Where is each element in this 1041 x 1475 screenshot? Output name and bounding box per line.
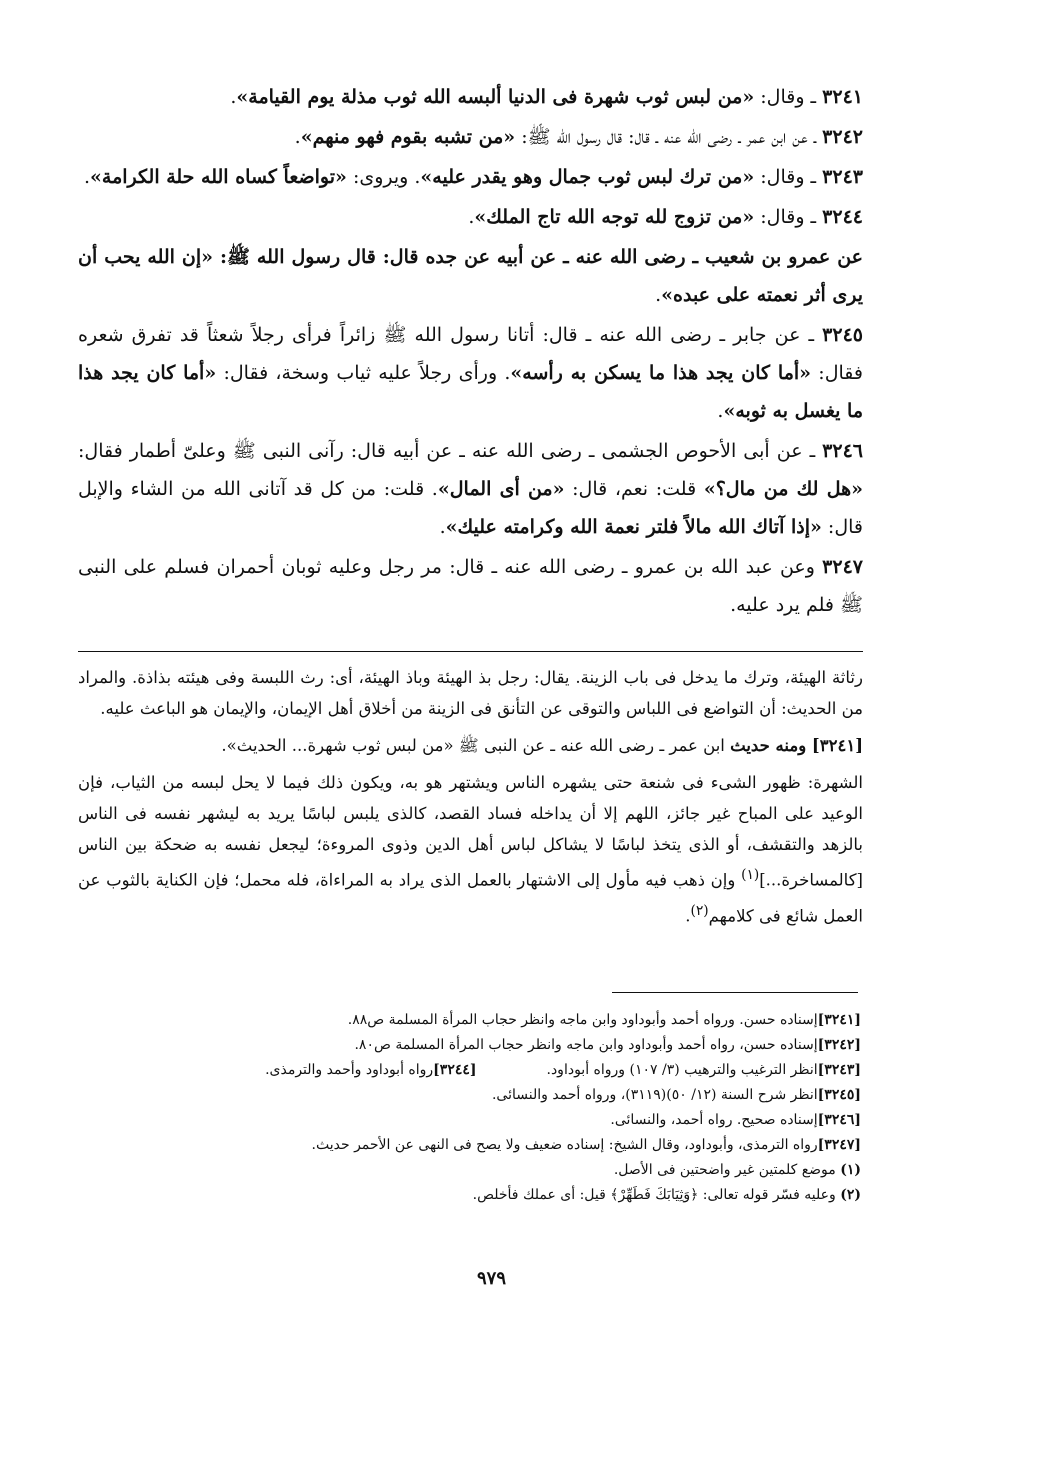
hadith-quote-2: «من أى المال» bbox=[437, 478, 565, 500]
hadith-3243 bbox=[78, 158, 863, 196]
footnote-ref: [٣٢٤٧] bbox=[817, 1137, 861, 1153]
footnote-text: انظر الترغيب والترهيب (٣/ ١٠٧) ورواه أبوداود. bbox=[546, 1062, 818, 1078]
footnote bbox=[78, 1083, 861, 1108]
hadith-3246 bbox=[78, 432, 863, 546]
hadith-mid: . ويروى: bbox=[346, 166, 421, 188]
hadith-number: ٣٢٤٥ bbox=[822, 324, 863, 346]
hadith-quote-3: «إذا آتاك الله مالاً فلتر نعمة الله وكرامته عليك» bbox=[445, 516, 822, 538]
hadith-section bbox=[78, 78, 863, 626]
commentary-end: . bbox=[685, 906, 691, 925]
footnote-ref: [٣٢٤٥] bbox=[817, 1087, 861, 1103]
hadith-tail: . bbox=[655, 284, 662, 306]
hadith-tail: . bbox=[230, 86, 237, 108]
hadith-intro: وعن عبد الله بن عمرو ـ رضى الله عنه ـ قال: مر رجل وعليه ثوبان أحمران فسلم على النبى ﷺ فلم يرد عليه. bbox=[78, 556, 863, 616]
hadith-tail: . bbox=[468, 206, 475, 228]
commentary-text-cont: وإن ذهب فيه مأول إلى الاشتهار بالعمل الذى يراد به المراءاة، فله محمل؛ فإن الكناية بالثوب عن العمل شائع فى كلامهم bbox=[78, 870, 863, 925]
hadith-3244 bbox=[78, 198, 863, 236]
commentary-text: ابن عمر ـ رضى الله عنه ـ عن النبى ﷺ «من لبس ثوب شهرة... الحديث». bbox=[221, 736, 731, 755]
hadith-tail: . bbox=[294, 126, 301, 148]
hadith-intro: عن عمرو بن شعيب ـ رضى الله عنه ـ عن أبيه عن جده قال: قال رسول الله ﷺ: bbox=[213, 246, 863, 268]
footnote-text: انظر شرح السنة (١٢/ ٥٠)(٣١١٩)، ورواه أحمد والنسائى. bbox=[491, 1087, 818, 1103]
commentary-ref: [٣٢٤١] ومنه حديث bbox=[730, 736, 863, 755]
hadith-mid-2: . قلت: من كل قد آتانى الله من الشاء والإبل قال: bbox=[78, 478, 863, 538]
footnote bbox=[547, 1058, 862, 1083]
commentary-section bbox=[78, 662, 863, 937]
footnote-text: رواه أبوداود وأحمد والترمذى. bbox=[265, 1062, 434, 1078]
footnote-marker-1[interactable]: (١) bbox=[741, 867, 760, 883]
hadith-mid: قلت: نعم، قال: bbox=[564, 478, 704, 500]
footnotes-divider bbox=[612, 992, 858, 993]
footnote-ref: (١) bbox=[840, 1162, 861, 1178]
footnote-ref: [٣٢٤٤] bbox=[433, 1062, 477, 1078]
hadith-intro: ـ عن جابر ـ رضى الله عنه ـ قال: أتانا رسول الله ﷺ زائراً فرأى رجلاً شعثاً قد تفرق شعره فقال: bbox=[78, 324, 863, 384]
hadith-mid: . ورأى رجلاً عليه ثياب وسخة، فقال: bbox=[216, 362, 511, 384]
footnote-ref: [٣٢٤١] bbox=[817, 1012, 861, 1028]
hadith-tail: . bbox=[717, 400, 724, 422]
hadith-intro: ـ وقال: bbox=[754, 166, 823, 188]
footnote-ref: [٣٢٤٦] bbox=[817, 1112, 861, 1128]
hadith-quote: «أما كان يجد هذا ما يسكن به رأسه» bbox=[510, 362, 812, 384]
footnote-text: وعليه فسّر قوله تعالى: ﴿وَثِيَابَكَ فَطَهِّرْ﴾ قيل: أى عملك فأخلص. bbox=[472, 1187, 841, 1203]
hadith-3242 bbox=[78, 118, 863, 156]
hadith-number: ٣٢٤٣ bbox=[822, 166, 863, 188]
footnote bbox=[78, 1033, 861, 1058]
hadith-intro: ـ وقال: bbox=[754, 206, 823, 228]
hadith-intro: ـ وقال: bbox=[754, 86, 823, 108]
hadith-number: ٣٢٤٦ bbox=[822, 440, 863, 462]
hadith-3241 bbox=[78, 78, 863, 116]
hadith-intro: ـ عن ابن عمر ـ رضى الله عنه ـ قال: قال رسول الله ﷺ: bbox=[515, 126, 823, 148]
commentary-paragraph-2 bbox=[78, 730, 863, 761]
footnote bbox=[78, 1183, 861, 1208]
footnote-text: إسناده حسن، رواه أحمد وأبوداود وابن ماجه وانظر حجاب المرأة المسلمة ص٨٠. bbox=[354, 1037, 818, 1053]
hadith-amr bbox=[78, 238, 863, 314]
hadith-number: ٣٢٤٧ bbox=[822, 556, 863, 578]
footnotes-section bbox=[78, 1008, 863, 1208]
commentary-text: الشهرة: ظهور الشىء فى شنعة حتى يشهره الناس ويشتهر هو به، ويكون ذلك فيما لا يحل لبسه من الثياب، فإن الوعيد على المباح غير جائز، اللهم إلا أن يداخله فساد القصد، كالذى يلبس لباسًا يريد به ليشهر نفسه فى الناس بالزهد والتقشف، أو الذى يتخذ لباسًا لا يشاكل لباس أهل الدين وذوى المروءة؛ ليجعل نفسه به ضحكة بين الناس [كالمساخرة...] bbox=[78, 773, 863, 890]
footnote-text: إسناده صحيح. رواه أحمد، والنسائى. bbox=[610, 1112, 818, 1128]
hadith-quote: «إن الله يحب أن يرى أثر نعمته على عبده» bbox=[78, 246, 863, 306]
footnote-ref: (٢) bbox=[840, 1187, 861, 1203]
hadith-3247 bbox=[78, 548, 863, 624]
footnote-text: موضع كلمتين غير واضحتين فى الأصل. bbox=[613, 1162, 841, 1178]
footnote-marker-2[interactable]: (٢) bbox=[690, 902, 709, 919]
footnote bbox=[78, 1008, 861, 1033]
hadith-quote: «من تشبه بقوم فهو منهم» bbox=[300, 126, 516, 148]
footnote-text: إسناده حسن. ورواه أحمد وأبوداود وابن ماجه وانظر حجاب المرأة المسلمة ص٨٨. bbox=[347, 1012, 818, 1028]
page-number: ٩٧٩ bbox=[476, 1268, 506, 1289]
hadith-number: ٣٢٤٢ bbox=[822, 126, 863, 148]
hadith-tail: . bbox=[439, 516, 446, 538]
commentary-paragraph-1: رثاثة الهيئة، وترك ما يدخل فى باب الزينة. يقال: رجل بذ الهيئة وباذ الهيئة، أى: رث اللبسة وفى هيئته بذاذة. والمراد من الحديث: أن التواضع فى اللباس والتوقى عن التأنق فى الزينة من أخلاق أهل الإيمان، والإيمان هو الباعث عليه. bbox=[78, 668, 863, 718]
footnote-ref: [٣٢٤٣] bbox=[817, 1062, 861, 1078]
footnote-text: رواه الترمذى، وأبوداود، وقال الشيخ: إسناده ضعيف ولا يصح فى النهى عن الأحمر حديث. bbox=[311, 1137, 818, 1153]
hadith-quote: «هل لك من مال؟» bbox=[703, 478, 863, 500]
hadith-quote: «من لبس ثوب شهرة فى الدنيا ألبسه الله ثوب مذلة يوم القيامة» bbox=[236, 86, 755, 108]
hadith-quote: «من تزوج لله توجه الله تاج الملك» bbox=[474, 206, 755, 228]
hadith-number: ٣٢٤٤ bbox=[822, 206, 863, 228]
footnote-pair bbox=[78, 1058, 861, 1083]
hadith-intro: ـ عن أبى الأحوص الجشمى ـ رضى الله عنه ـ عن أبيه قال: رآنى النبى ﷺ وعلىّ أطمار فقال: bbox=[78, 440, 823, 462]
hadith-number: ٣٢٤١ bbox=[822, 86, 863, 108]
footnote bbox=[265, 1058, 476, 1083]
footnote bbox=[78, 1108, 861, 1133]
hadith-tail: . bbox=[83, 166, 91, 188]
hadith-quote-2: «تواضعاً كساه الله حلة الكرامة» bbox=[90, 166, 347, 188]
hadith-quote-2: «أما كان يجد هذا ما يغسل به ثوبه» bbox=[78, 362, 863, 422]
commentary-paragraph-3 bbox=[78, 767, 863, 931]
footnote bbox=[78, 1158, 861, 1183]
hadith-3245 bbox=[78, 316, 863, 430]
main-divider bbox=[78, 651, 863, 652]
footnote bbox=[78, 1133, 861, 1158]
footnote-ref: [٣٢٤٢] bbox=[817, 1037, 861, 1053]
hadith-quote: «من ترك لبس ثوب جمال وهو يقدر عليه» bbox=[420, 166, 755, 188]
